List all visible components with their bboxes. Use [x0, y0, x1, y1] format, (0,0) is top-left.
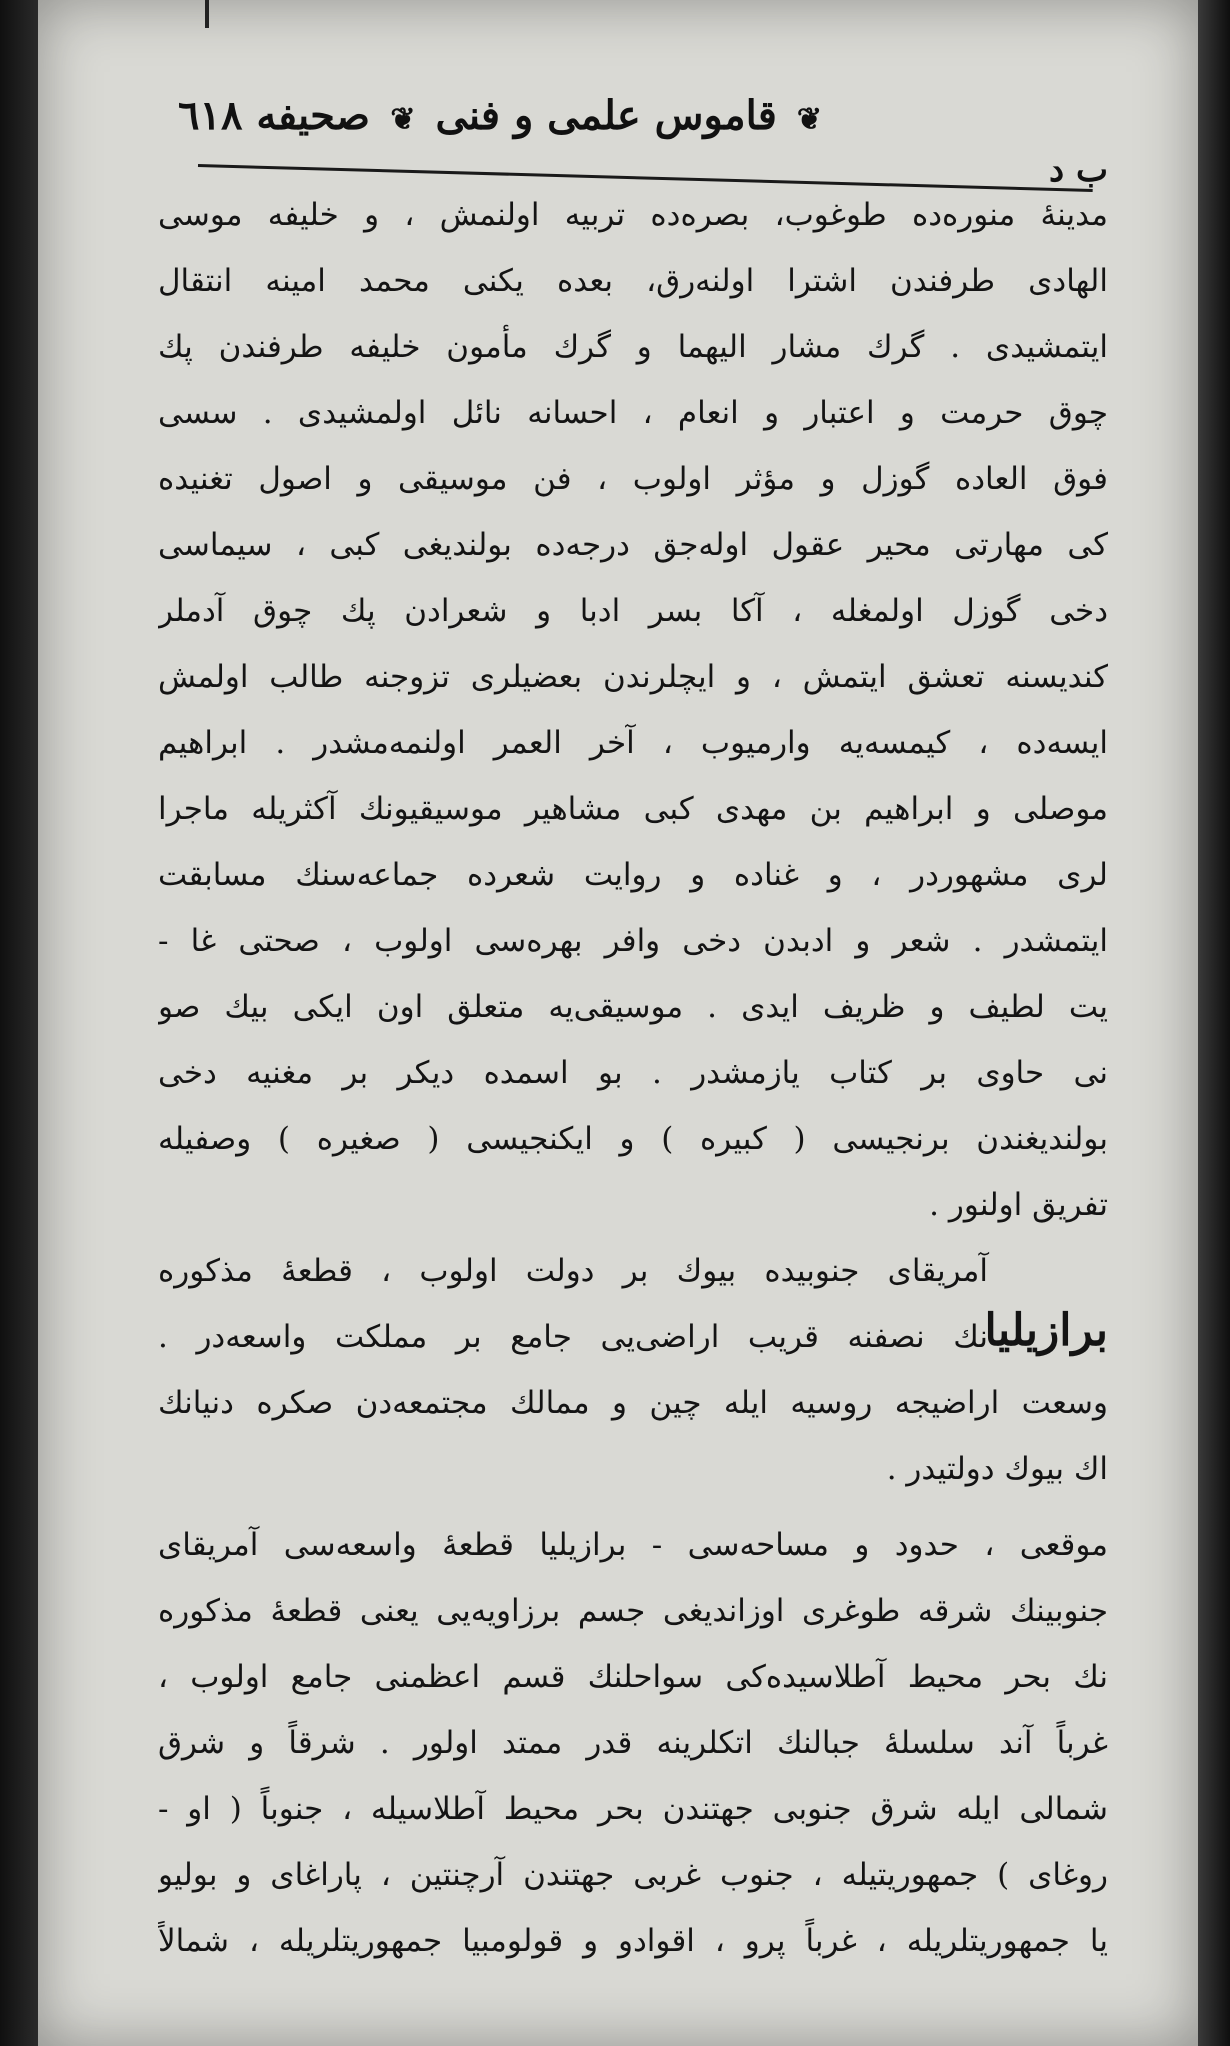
text-line: اك بیوك دولتیدر .: [886, 1451, 1108, 1487]
text-line: بولندیغندن برنجیسی ( کبیره ) و ایکنجیسی ( صغیره ) وصفیله: [158, 1121, 1108, 1157]
header-page-number: صحیفه ٦١٨: [178, 92, 370, 139]
text-line: آمریقای جنوبیده بیوك بر دولت اولوب ، قطعهٔ مذکوره: [158, 1253, 988, 1289]
paragraph-gap: [158, 1502, 1108, 1512]
text-line: یت لطیف و ظریف ایدی . موسیقی‌یه متعلق اون ایکی بیك صو: [158, 989, 1108, 1025]
document-page: [38, 0, 1198, 2046]
text-line: یا جمهوریتلریله ، غرباً پرو ، اقوادو و قولومبیا جمهوریتلریله ، شمالاً: [158, 1923, 1108, 1959]
header-title-text: قاموس علمی و فنی: [435, 92, 777, 139]
text-line: نك بحر محیط آطلاسیده‌کی سواحلنك قسم اعظمنی جامع اولوب ،: [158, 1659, 1108, 1695]
text-line: نك نصفنه قریب اراضی‌یی جامع بر مملکت واسعه‌در .: [158, 1319, 988, 1355]
dictionary-entry: [158, 1238, 1108, 1370]
body-text: [158, 182, 1108, 1974]
text-line: شمالی ایله شرق جنوبی جهتندن بحر محیط آطلاسیله ، جنوباً ( او -: [158, 1791, 1108, 1827]
paragraph-3: [158, 1512, 1108, 1974]
text-line: کندیسنه تعشق ایتمش ، و ایچلرندن بعضیلری تزوجنه طالب اولمش: [158, 659, 1108, 695]
text-line: چوق حرمت و اعتبار و انعام ، احسانه نائل اولمشیدی . سسی: [158, 395, 1108, 431]
ornament-icon: ❦: [796, 102, 822, 137]
text-line: الهادی طرفندن اشترا اولنه‌رق، بعده یکنی محمد امینه انتقال: [158, 263, 1108, 299]
scan-edge-right: [1198, 0, 1230, 2046]
text-line: وسعت اراضیجه روسیه ایله چین و ممالك مجتمعه‌دن صکره دنیانك: [158, 1385, 1108, 1421]
text-line: موصلی و ابراهیم بن مهدی کبی مشاهیر موسیقیونك آکثریله ماجرا: [158, 791, 1108, 827]
header-title: [384, 92, 828, 139]
header-letters: ب د: [1049, 150, 1108, 190]
text-line: غرباً آند سلسلهٔ جبالنك اتکلرینه قدر ممتد اولور . شرقاً و شرق: [158, 1725, 1108, 1761]
entry-headword: برازیلیا: [984, 1305, 1108, 1356]
text-line: تفریق اولنور .: [929, 1187, 1108, 1223]
pencil-mark: [205, 0, 209, 28]
text-line: ایتمشدر . شعر و ادبدن دخی وافر بهره‌سی اولوب ، صحتی غا -: [158, 923, 1108, 959]
page-header: [128, 92, 1128, 190]
text-line: کی مهارتی محیر عقول اوله‌جق درجه‌ده بولندیغی کبی ، سیماسی: [158, 527, 1108, 563]
text-line: جنوبینك شرقه طوغری اوزاندیغی جسم برزاویه‌یی یعنی قطعهٔ مذکوره: [158, 1593, 1108, 1629]
text-line: مدینهٔ منوره‌ده طوغوب، بصره‌ده تربیه اولنمش ، و خلیفه موسی: [158, 197, 1108, 233]
text-line: دخی گوزل اولمغله ، آکا بسر ادبا و شعرادن پك چوق آدملر: [158, 593, 1108, 629]
text-line: فوق العاده گوزل و مؤثر اولوب ، فن موسیقی و اصول تغنیده: [158, 461, 1108, 497]
text-line: نی حاوی بر کتاب یازمشدر . بو اسمده دیکر بر مغنیه دخی: [158, 1055, 1108, 1091]
text-line: موقعی ، حدود و مساحه‌سی - برازیلیا قطعهٔ واسعه‌سی آمریقای: [158, 1527, 1108, 1563]
paragraph-1: [158, 182, 1108, 1238]
text-line: روغای ) جمهوریتیله ، جنوب غربی جهتندن آرچنتین ، پاراغای و بولیو: [158, 1857, 1108, 1893]
text-line: ایتمشیدی . گرك مشار الیهما و گرك مأمون خلیفه طرفندن پك: [158, 329, 1108, 365]
text-line: ایسه‌ده ، کیمسه‌یه وارمیوب ، آخر العمر اولنمه‌مشدر . ابراهیم: [158, 725, 1108, 761]
scan-edge-left: [0, 0, 38, 2046]
entry-continuation: [158, 1370, 1108, 1502]
text-line: لری مشهوردر ، و غناده و روایت شعرده جماعه‌سنك مسابقت: [158, 857, 1108, 893]
ornament-icon: ❦: [390, 102, 416, 137]
